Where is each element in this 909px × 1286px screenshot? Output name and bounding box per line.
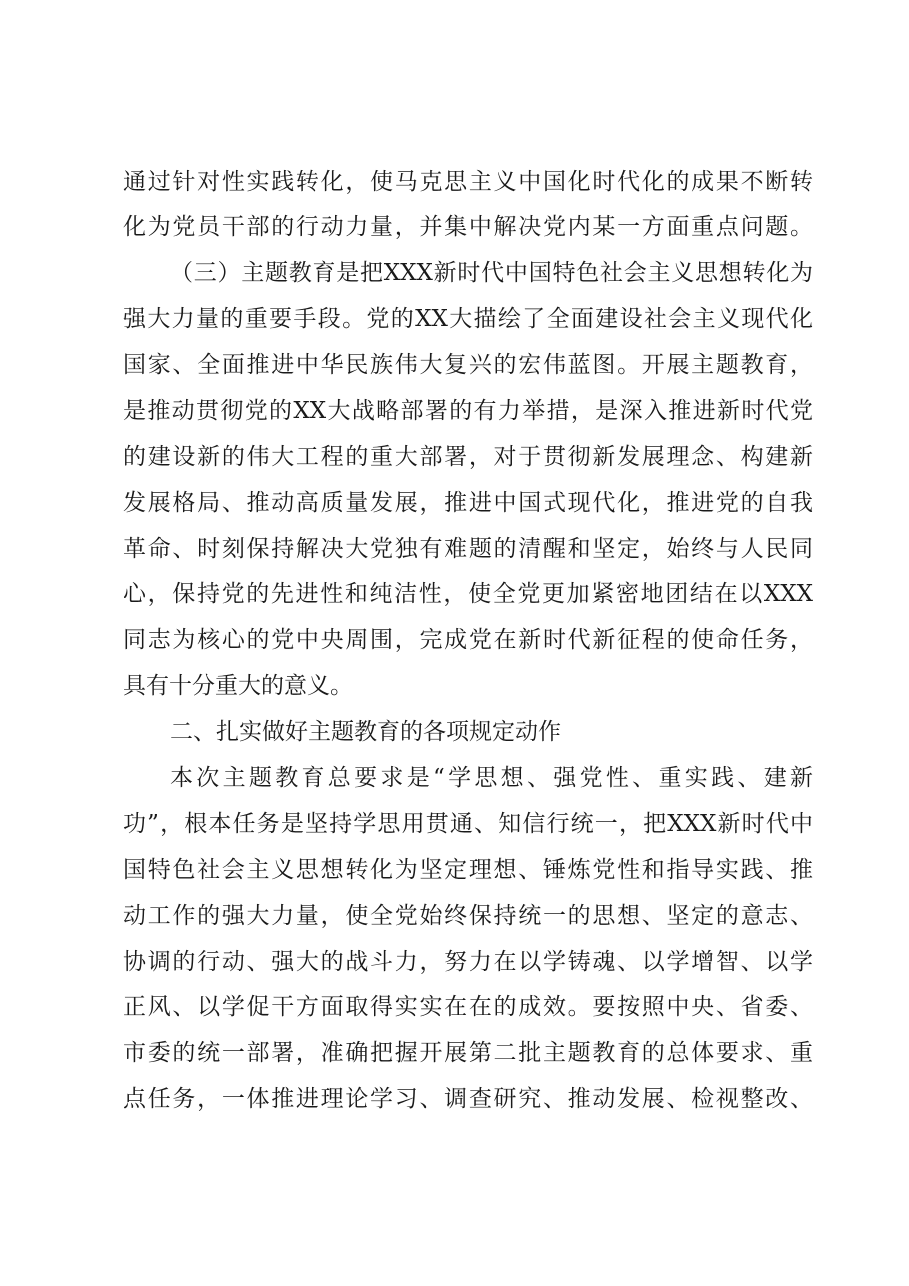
text-line-5: 国家、全面推进中华民族伟大复兴的宏伟蓝图。开展主题教育， <box>123 352 813 378</box>
text-line-10: 心，保持党的先进性和纯洁性，使全党更加紧密地团结在以XXX <box>123 581 813 607</box>
text-line-14: 本次主题教育总要求是“学思想、强党性、重实践、建新 <box>170 765 813 791</box>
text-line-16: 国特色社会主义思想转化为坚定理想、锤炼党性和指导实践、推 <box>123 857 813 883</box>
text-line-8: 发展格局、推动高质量发展，推进中国式现代化，推进党的自我 <box>123 490 813 516</box>
text-line-12: 具有十分重大的意义。 <box>123 673 353 699</box>
text-line-7: 的建设新的伟大工程的重大部署，对于贯彻新发展理念、构建新 <box>123 444 813 470</box>
text-line-4: 强大力量的重要手段。党的XX大描绘了全面建设社会主义现代化 <box>123 306 813 332</box>
text-line-6: 是推动贯彻党的XX大战略部署的有力举措，是深入推进新时代党 <box>123 398 813 424</box>
text-line-1: 通过针对性实践转化，使马克思主义中国化时代化的成果不断转 <box>123 169 813 195</box>
text-line-19: 正风、以学促干方面取得实实在在的成效。要按照中央、省委、 <box>123 994 813 1020</box>
text-line-15: 功”，根本任务是坚持学思用贯通、知信行统一，把XXX新时代中 <box>123 811 813 837</box>
text-line-11: 同志为核心的党中央周围，完成党在新时代新征程的使命任务， <box>123 627 813 653</box>
text-line-2: 化为党员干部的行动力量，并集中解决党内某一方面重点问题。 <box>123 214 813 240</box>
section-heading: 二、扎实做好主题教育的各项规定动作 <box>170 719 561 745</box>
text-line-21: 点任务，一体推进理论学习、调查研究、推动发展、检视整改、 <box>123 1086 813 1112</box>
text-line-17: 动工作的强大力量，使全党始终保持统一的思想、坚定的意志、 <box>123 903 813 929</box>
text-line-3: （三）主题教育是把XXX新时代中国特色社会主义思想转化为 <box>170 260 813 286</box>
text-line-18: 协调的行动、强大的战斗力，努力在以学铸魂、以学增智、以学 <box>123 949 813 975</box>
text-line-9: 革命、时刻保持解决大党独有难题的清醒和坚定，始终与人民同 <box>123 536 813 562</box>
text-line-20: 市委的统一部署，准确把握开展第二批主题教育的总体要求、重 <box>123 1040 813 1066</box>
